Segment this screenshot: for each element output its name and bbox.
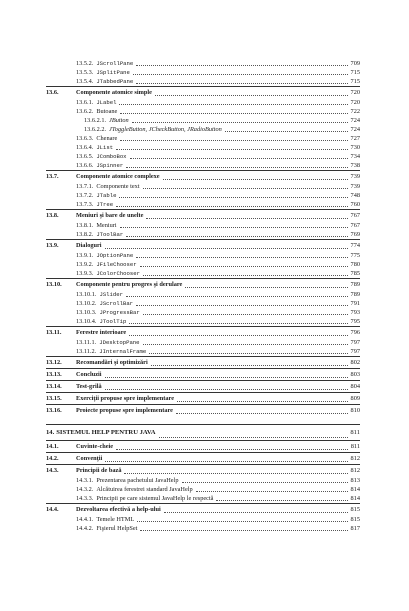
toc-entry[interactable]: [46, 77, 360, 86]
toc-entry[interactable]: [46, 152, 360, 161]
toc-entry-title: JSpinner: [96, 162, 124, 169]
toc-entry-title: JScrollPane: [96, 60, 134, 67]
toc-entry-page: 767: [350, 212, 360, 219]
toc-entry-number: 14.2.: [46, 455, 59, 462]
toc-entry-number: 14.3.3.: [76, 495, 94, 502]
dot-leader: [130, 157, 348, 159]
toc-entry-number: 13.6.5.: [76, 153, 94, 160]
toc-entry-page: 775: [350, 252, 360, 259]
toc-entry[interactable]: [46, 290, 360, 299]
toc-entry[interactable]: [46, 98, 360, 107]
toc-entry-title: JFileChooser: [96, 261, 137, 268]
toc-entry-title: JSlider: [99, 291, 123, 298]
dot-leader: [149, 352, 348, 354]
toc-entry-page: 748: [350, 192, 360, 199]
toc-entry-number: 14.3.2.: [76, 486, 94, 493]
toc-entry-title: Concluzii: [76, 371, 102, 378]
dot-leader: [137, 520, 348, 522]
dot-leader: [140, 265, 348, 267]
toc-entry-page: 789: [350, 281, 360, 288]
toc-entry-title: Dialoguri: [76, 242, 102, 249]
toc-entry-number: 13.10.2.: [76, 300, 97, 307]
dot-leader: [105, 247, 348, 249]
toc-entry-title: JTabbedPane: [96, 78, 134, 85]
toc-entry-title: JTable: [96, 192, 117, 199]
toc-entry-title: JColorChooser: [96, 270, 140, 277]
toc-entry-page: 715: [350, 78, 360, 85]
toc-entry-page: 720: [350, 89, 360, 96]
toc-entry-page: 780: [350, 261, 360, 268]
dot-leader: [136, 304, 348, 306]
toc-entry-title: JDesktopPane: [99, 339, 140, 346]
toc-entry[interactable]: [46, 404, 360, 416]
toc-entry-number: 13.12.: [46, 359, 62, 366]
dot-leader: [126, 235, 348, 237]
toc-entry-number: 13.5.4.: [76, 78, 94, 85]
toc-entry[interactable]: [46, 317, 360, 326]
toc-entry-page: 812: [350, 455, 360, 462]
toc-entry-page: 785: [350, 270, 360, 277]
toc-entry[interactable]: [46, 230, 360, 239]
dot-leader: [116, 148, 348, 150]
toc-entry-page: 817: [350, 525, 360, 532]
toc-entry-number: 14.3.1.: [76, 477, 94, 484]
dot-leader: [163, 178, 348, 180]
toc-entry-number: 13.6.3.: [76, 135, 94, 142]
toc-entry[interactable]: [46, 326, 360, 338]
dot-leader: [159, 436, 349, 438]
toc-entry-page: 727: [350, 135, 360, 142]
toc-entry[interactable]: [46, 86, 360, 98]
toc-entry[interactable]: [46, 170, 360, 182]
dot-leader: [185, 286, 348, 288]
toc-entry-page: 739: [350, 183, 360, 190]
toc-entry-page: 813: [350, 477, 360, 484]
toc-entry-page: 738: [350, 162, 360, 169]
dot-leader: [155, 94, 348, 96]
toc-entry-page: 793: [350, 309, 360, 316]
toc-entry-number: 13.14.: [46, 383, 62, 390]
chapter-gap: [46, 416, 360, 424]
toc-entry-title: JScrollBar: [99, 300, 134, 307]
toc-entry-title: JSplitPane: [96, 69, 130, 76]
toc-entry[interactable]: [46, 440, 360, 452]
dot-leader: [124, 472, 348, 474]
toc-entry-number: 13.11.2.: [76, 348, 97, 355]
toc-entry[interactable]: [46, 308, 360, 317]
toc-entry-page: 814: [350, 495, 360, 502]
toc-entry-number: 13.6.4.: [76, 144, 94, 151]
toc-entry-number: 13.6.1.: [76, 99, 94, 106]
toc-entry[interactable]: [46, 161, 360, 170]
toc-entry[interactable]: [46, 191, 360, 200]
toc-entry-page: 797: [350, 348, 360, 355]
toc-entry-title: Butoane: [96, 108, 118, 115]
toc-entry[interactable]: [46, 524, 360, 533]
toc-entry-number: 13.15.: [46, 395, 62, 402]
toc-entry-page: 809: [350, 395, 360, 402]
toc-entry-number: 13.9.1.: [76, 252, 94, 259]
toc-entry-title: JToolTip: [99, 318, 127, 325]
toc-entry-page: 724: [350, 117, 360, 124]
toc-entry-number: 13.9.: [46, 242, 59, 249]
table-of-contents: [46, 59, 360, 533]
toc-entry-title: Dezvoltarea efectivă a help-ului: [76, 506, 161, 513]
toc-entry[interactable]: [46, 476, 360, 485]
toc-entry[interactable]: [46, 485, 360, 494]
toc-entry-number: 13.6.: [46, 89, 59, 96]
toc-entry[interactable]: [46, 68, 360, 77]
toc-entry[interactable]: [46, 269, 360, 278]
toc-entry-page: 810: [350, 407, 360, 414]
toc-entry-number: 13.6.2.1.: [84, 117, 107, 124]
toc-entry-title: JComboBox: [96, 153, 127, 160]
toc-entry[interactable]: [46, 464, 360, 476]
toc-entry-number: 13.10.1.: [76, 291, 97, 298]
toc-entry[interactable]: [46, 107, 360, 116]
toc-entry-title: Ferestre interioare: [76, 329, 127, 336]
toc-entry-title: Test-grilă: [76, 383, 102, 390]
dot-leader: [151, 364, 348, 366]
toc-entry-page: 796: [350, 329, 360, 336]
toc-entry-title: Alcătuirea ferestrei standard JavaHelp: [96, 486, 193, 493]
toc-entry-number: 13.8.1.: [76, 222, 94, 229]
toc-entry-title: Componente text: [96, 183, 140, 190]
toc-entry-title: Principii de bază: [76, 467, 122, 474]
toc-entry-title: Recomandări şi optimizări: [76, 359, 148, 366]
toc-entry-number: 14.4.1.: [76, 516, 94, 523]
dot-leader: [105, 460, 348, 462]
dot-leader: [136, 256, 348, 258]
dot-leader: [177, 400, 348, 402]
dot-leader: [196, 490, 348, 492]
toc-entry-title: Meniuri şi bare de unelte: [76, 212, 144, 219]
toc-entry-title: SISTEMUL HELP PENTRU JAVA: [56, 429, 156, 436]
toc-entry-number: 13.9.2.: [76, 261, 94, 268]
toc-entry-title: Proiecte propuse spre implementare: [76, 407, 173, 414]
dot-leader: [116, 448, 348, 450]
toc-entry-page: 774: [350, 242, 360, 249]
dot-leader: [126, 166, 348, 168]
toc-entry[interactable]: [46, 239, 360, 251]
toc-entry-number: 14.: [46, 429, 55, 436]
toc-entry-number: 13.9.3.: [76, 270, 94, 277]
toc-entry-title: JButton: [109, 117, 129, 124]
toc-entry[interactable]: [46, 278, 360, 290]
toc-entry-number: 13.7.: [46, 173, 59, 180]
toc-entry[interactable]: [46, 338, 360, 347]
dot-leader: [116, 205, 348, 207]
toc-entry-title: Cuvinte-cheie: [76, 443, 114, 450]
toc-entry-page: 815: [350, 516, 360, 523]
dot-leader: [182, 481, 349, 483]
toc-entry-number: 13.5.3.: [76, 69, 94, 76]
toc-entry-title: Temele HTML: [96, 516, 135, 523]
dot-leader: [164, 511, 348, 513]
toc-entry-page: 812: [350, 467, 360, 474]
toc-entry-number: 14.4.: [46, 506, 59, 513]
toc-entry-page: 769: [350, 231, 360, 238]
toc-entry-number: 13.6.2.2.: [84, 126, 107, 133]
toc-entry-number: 13.10.4.: [76, 318, 97, 325]
toc-entry-number: 13.5.2.: [76, 60, 94, 67]
toc-entry-page: 734: [350, 153, 360, 160]
toc-entry-page: 767: [350, 222, 360, 229]
toc-entry-title: Principii pe care sistemul JavaHelp le respectă: [96, 495, 214, 502]
toc-entry-title: JToolBar: [96, 231, 124, 238]
toc-entry-title: Prezentarea pachetului JavaHelp: [96, 477, 179, 484]
toc-entry-title: Componente atomice simple: [76, 89, 152, 96]
toc-entry-number: 13.6.6.: [76, 162, 94, 169]
toc-entry-page: 789: [350, 291, 360, 298]
dot-leader: [126, 295, 348, 297]
toc-entry-page: 724: [350, 126, 360, 133]
toc-entry[interactable]: [46, 503, 360, 515]
toc-entry[interactable]: [46, 251, 360, 260]
toc-entry-page: 709: [350, 60, 360, 67]
toc-entry-title: JList: [96, 144, 114, 151]
toc-entry-number: 13.8.: [46, 212, 59, 219]
toc-entry-title: Convenţii: [76, 455, 103, 462]
toc-entry-number: 13.11.1.: [76, 339, 97, 346]
toc-entry-page: 797: [350, 339, 360, 346]
toc-entry[interactable]: [46, 116, 360, 125]
toc-entry-title: JToggleButton, JCheckButton, JRadioButton: [109, 126, 222, 133]
toc-entry[interactable]: [46, 452, 360, 464]
toc-entry-title: Componente atomice complexe: [76, 173, 160, 180]
dot-leader: [216, 499, 348, 501]
toc-entry-number: 13.7.2.: [76, 192, 94, 199]
dot-leader: [120, 139, 348, 141]
toc-entry[interactable]: [46, 368, 360, 380]
toc-entry[interactable]: [46, 299, 360, 308]
toc-entry-number: 13.7.1.: [76, 183, 94, 190]
toc-entry-title: JProgressBar: [99, 309, 140, 316]
toc-entry[interactable]: [46, 347, 360, 356]
dot-leader: [119, 196, 348, 198]
toc-entry-number: 13.10.3.: [76, 309, 97, 316]
toc-entry[interactable]: [46, 134, 360, 143]
dot-leader: [143, 313, 348, 315]
toc-entry-page: 815: [350, 506, 360, 513]
dot-leader: [143, 187, 348, 189]
dot-leader: [129, 334, 348, 336]
toc-entry-title: JLabel: [96, 99, 117, 106]
dot-leader: [105, 376, 348, 378]
toc-entry-number: 13.16.: [46, 407, 62, 414]
toc-entry-page: 802: [350, 359, 360, 366]
toc-entry-number: 13.11.: [46, 329, 62, 336]
toc-entry-number: 14.4.2.: [76, 525, 94, 532]
toc-entry-page: 804: [350, 383, 360, 390]
toc-entry[interactable]: [46, 125, 360, 134]
toc-entry[interactable]: [46, 392, 360, 404]
toc-entry[interactable]: [46, 143, 360, 152]
dot-leader: [120, 112, 348, 114]
toc-entry-page: 720: [350, 99, 360, 106]
dot-leader: [136, 64, 348, 66]
toc-entry-title: JInternalFrame: [99, 348, 147, 355]
toc-entry-page: 791: [350, 300, 360, 307]
toc-entry-number: 14.3.: [46, 467, 59, 474]
dot-leader: [133, 73, 348, 75]
toc-entry-title: Fişierul HelpSet: [96, 525, 138, 532]
dot-leader: [105, 388, 348, 390]
toc-entry-page: 814: [350, 486, 360, 493]
toc-entry-title: Exerciţii propuse spre implementare: [76, 395, 175, 402]
toc-entry[interactable]: [46, 182, 360, 191]
toc-entry[interactable]: [46, 200, 360, 209]
toc-entry-page: 730: [350, 144, 360, 151]
toc-entry-title: Chenare: [96, 135, 118, 142]
dot-leader: [129, 322, 348, 324]
toc-entry-number: 14.1.: [46, 443, 59, 450]
toc-entry-number: 13.6.2.: [76, 108, 94, 115]
toc-entry-number: 13.10.: [46, 281, 62, 288]
dot-leader: [120, 226, 348, 228]
toc-entry[interactable]: [46, 424, 360, 440]
toc-entry[interactable]: [46, 515, 360, 524]
toc-entry-page: 722: [350, 108, 360, 115]
toc-entry-number: 13.7.3.: [76, 201, 94, 208]
toc-entry-page: 760: [350, 201, 360, 208]
dot-leader: [132, 121, 348, 123]
dot-leader: [225, 130, 348, 132]
toc-entry[interactable]: [46, 221, 360, 230]
toc-entry-page: 715: [350, 69, 360, 76]
toc-entry-page: 811: [350, 429, 360, 436]
toc-entry-title: JOptionPane: [96, 252, 134, 259]
toc-entry[interactable]: [46, 260, 360, 269]
toc-entry-title: Meniuri: [96, 222, 117, 229]
dot-leader: [119, 103, 348, 105]
dot-leader: [136, 82, 348, 84]
toc-entry[interactable]: [46, 356, 360, 368]
toc-entry[interactable]: [46, 209, 360, 221]
dot-leader: [140, 529, 348, 531]
dot-leader: [143, 343, 348, 345]
toc-entry-page: 739: [350, 173, 360, 180]
dot-leader: [143, 274, 348, 276]
toc-entry-number: 13.8.2.: [76, 231, 94, 238]
toc-entry-title: JTree: [96, 201, 114, 208]
toc-entry[interactable]: [46, 59, 360, 68]
toc-entry-number: 13.13.: [46, 371, 62, 378]
toc-entry-page: 803: [350, 371, 360, 378]
toc-entry-page: 795: [350, 318, 360, 325]
dot-leader: [146, 217, 348, 219]
toc-entry-title: Componente pentru progres şi derulare: [76, 281, 183, 288]
toc-entry[interactable]: [46, 380, 360, 392]
toc-entry-page: 811: [350, 443, 360, 450]
toc-entry[interactable]: [46, 494, 360, 503]
dot-leader: [176, 412, 348, 414]
